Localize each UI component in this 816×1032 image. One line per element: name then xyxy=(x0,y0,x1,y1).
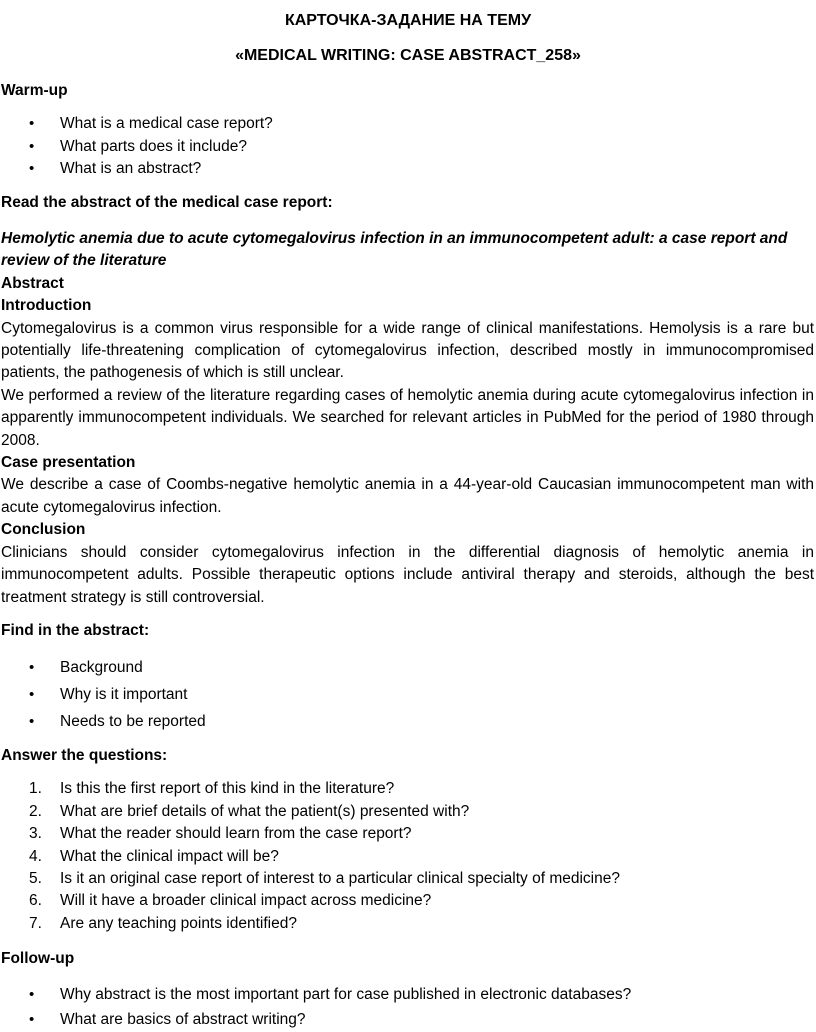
list-item xyxy=(1,846,814,868)
warmup-section xyxy=(1,80,814,181)
conclusion-heading: Conclusion xyxy=(1,521,86,539)
list-item: • Background xyxy=(1,654,814,681)
list-item: • Needs to be reported xyxy=(1,708,814,735)
item-text: Are any teaching points identified? xyxy=(60,914,297,932)
intro-paragraph-2: We performed a review of the literature regarding cases of hemolytic anemia during acute cytomegalovirus infection in apparently immunocompetent individuals. We searched for relevant articles in PubMed for the period of 1980 through 2008. xyxy=(1,386,814,449)
questions-section xyxy=(1,745,814,935)
item-number: 3. xyxy=(29,825,42,843)
list-item: • What parts does it include? xyxy=(1,136,814,158)
intro-heading: Introduction xyxy=(1,297,92,315)
item-number: 6. xyxy=(29,892,42,910)
list-item: • Why is it important xyxy=(1,681,814,708)
followup-heading: Follow-up xyxy=(1,950,75,967)
item-number: 2. xyxy=(29,802,42,820)
list-item xyxy=(1,913,814,935)
questions-list xyxy=(1,778,814,935)
title-line-2: «MEDICAL WRITING: CASE ABSTRACT_258» xyxy=(235,47,581,64)
title-line-1: КАРТОЧКА-ЗАДАНИЕ НА ТЕМУ xyxy=(284,12,532,29)
read-section xyxy=(1,192,814,214)
list-item xyxy=(1,823,814,845)
list-item xyxy=(1,890,814,912)
followup-section xyxy=(1,948,814,1032)
item-text: Is this the first report of this kind in the literature? xyxy=(60,780,395,798)
list-item: • What is an abstract? xyxy=(1,158,814,180)
conclusion-paragraph: Clinicians should consider cytomegalovirus infection in the differential diagnosis of hemolytic anemia in immunocompetent adults. Possible therapeutic options include antiviral therapy and steroids, although the best treatment strategy is still controversial. xyxy=(1,543,814,606)
warmup-heading: Warm-up xyxy=(1,82,68,99)
warmup-list xyxy=(1,113,814,180)
item-number: 1. xyxy=(29,780,42,798)
item-text: What are brief details of what the patient(s) presented with? xyxy=(60,802,470,820)
item-text: Will it have a broader clinical impact across medicine? xyxy=(60,892,432,910)
find-heading: Find in the abstract: xyxy=(1,622,150,639)
item-text: What the reader should learn from the case report? xyxy=(60,825,412,843)
list-item xyxy=(1,801,814,823)
article-title: Hemolytic anemia due to acute cytomegalovirus infection in an immunocompetent adult: a case report and review of the literature xyxy=(1,230,788,270)
followup-list xyxy=(1,982,814,1032)
find-list xyxy=(1,654,814,735)
read-heading: Read the abstract of the medical case report: xyxy=(1,194,333,211)
intro-paragraph-1: Cytomegalovirus is a common virus responsible for a wide range of clinical manifestations. Hemolysis is a rare but potentially life-threatening complication of cytomegalovirus infection, described mostly in immunocompromised patients, the pathogenesis of which is still unclear. xyxy=(1,319,814,382)
article-section xyxy=(1,228,814,609)
list-item xyxy=(1,778,814,800)
questions-heading: Answer the questions: xyxy=(1,747,168,764)
case-heading: Case presentation xyxy=(1,454,136,472)
item-number: 4. xyxy=(29,847,42,865)
list-item: • What is a medical case report? xyxy=(1,113,814,135)
item-number: 7. xyxy=(29,914,42,932)
abstract-heading: Abstract xyxy=(1,274,64,292)
item-number: 5. xyxy=(29,870,42,888)
find-section xyxy=(1,620,814,735)
item-text: What the clinical impact will be? xyxy=(60,847,279,865)
list-item: • Why abstract is the most important part for case published in electronic databases? xyxy=(1,982,814,1007)
list-item xyxy=(1,868,814,890)
case-paragraph: We describe a case of Coombs-negative hemolytic anemia in a 44-year-old Caucasian immunocompetent man with acute cytomegalovirus infection. xyxy=(1,476,814,516)
item-text: Is it an original case report of interest to a particular clinical specialty of medicine? xyxy=(60,870,620,888)
list-item: • What are basics of abstract writing? xyxy=(1,1007,814,1032)
